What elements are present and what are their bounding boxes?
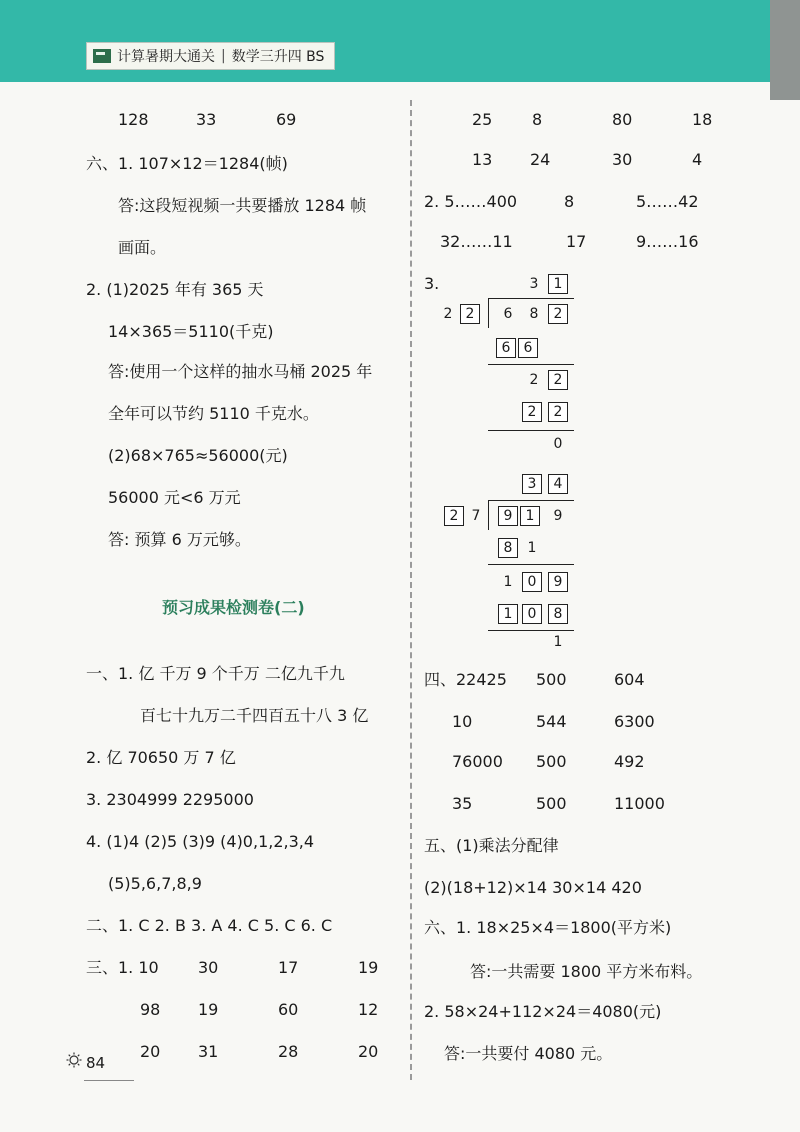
column-divider [410,100,412,1080]
answer-text: 76000 [452,752,503,771]
answer-text: 60 [278,1000,299,1019]
book-spine [770,0,800,100]
final-remainder: 1 [553,634,563,650]
answer-line: 答:使用一个这样的抽水马桶 2025 年 [108,362,373,381]
subject-label: 数学三升四 BS [231,49,325,65]
dividend-digit: 9 [553,508,563,524]
answer-text: 8 [532,110,543,129]
answer-line: 答:一共要付 4080 元。 [444,1044,613,1063]
answer-text: 17 [566,232,587,251]
answer-line: 2. 58×24+112×24＝4080(元) [424,1002,662,1021]
product-box: 2 [548,402,568,422]
dividend-box: 1 [520,506,540,526]
answer-line: 答:一共需要 1800 平方米布料。 [470,962,703,981]
answer-text: 9……16 [636,232,699,251]
answer-text: 30 [198,958,219,977]
title-separator: | [221,48,226,64]
quotient-box: 4 [548,474,568,494]
book-title-tag [86,42,335,70]
division-bracket [488,298,489,328]
answer-text: 6300 [614,712,655,731]
answer-text: 31 [198,1042,219,1061]
answer-text: 10 [452,712,473,731]
product-box: 6 [518,338,538,358]
answer-text: 604 [614,670,645,689]
answer-text: 33 [196,110,217,129]
answer-text: 128 [118,110,149,129]
product-box: 6 [496,338,516,358]
answer-line: (2)68×765≈56000(元) [108,446,288,465]
quotient-digit: 3 [529,276,539,292]
answer-line: 二、1. C 2. B 3. A 4. C 5. C 6. C [86,916,333,935]
answer-line: 答: 预算 6 万元够。 [108,530,251,549]
answer-text: 24 [530,150,551,169]
answer-text: 19 [358,958,379,977]
answer-text: 20 [140,1042,161,1061]
answer-text: 32……11 [440,232,513,251]
subtraction-line [488,630,574,631]
answer-line: 4. (1)4 (2)5 (3)9 (4)0,1,2,3,4 [86,832,315,851]
answer-line: 画面。 [118,238,167,257]
page-number: 84 [86,1054,106,1072]
answer-line: 六、1. 107×12＝1284(帧) [86,154,288,173]
answer-text: 30 [612,150,633,169]
answer-line: 56000 元<6 万元 [108,488,241,507]
answer-line: 全年可以节约 5110 千克水。 [108,404,319,423]
answer-line: 14×365＝5110(千克) [108,322,274,341]
answer-text: 544 [536,712,567,731]
question-number: 3. [424,274,440,293]
answer-text: 11000 [614,794,665,813]
book-title: 计算暑期大通关 [117,49,215,65]
answer-text: 28 [278,1042,299,1061]
answer-line: (2)(18+12)×14 30×14 420 [424,878,642,897]
section-title: 预习成果检测卷(二) [162,598,305,617]
final-remainder: 0 [553,436,563,452]
dividend-digit: 6 [503,306,513,322]
dividend-digit: 8 [529,306,539,322]
answer-line: 3. 2304999 2295000 [86,790,254,809]
answer-text: 80 [612,110,633,129]
answer-text: 69 [276,110,297,129]
answer-text: 2. 5……400 [424,192,518,211]
answer-text: 5……42 [636,192,699,211]
answer-text: 12 [358,1000,379,1019]
remainder-digit: 2 [529,372,539,388]
divisor-digit: 7 [471,508,481,524]
answer-text: 四、22425 [424,670,507,689]
sun-icon [66,1052,82,1068]
answer-text: 500 [536,794,567,813]
answer-text: 492 [614,752,645,771]
dividend-box: 9 [498,506,518,526]
product-box: 8 [498,538,518,558]
remainder-box: 2 [548,370,568,390]
book-icon [93,49,111,63]
answer-line: 百七十九万二千四百五十八 3 亿 [140,706,369,725]
remainder-digit: 1 [503,574,513,590]
answer-line: 2. 亿 70650 万 7 亿 [86,748,236,767]
product-box: 8 [548,604,568,624]
division-bracket [488,500,489,530]
subtraction-line [488,364,574,365]
answer-text: 19 [198,1000,219,1019]
answer-line: (5)5,6,7,8,9 [108,874,202,893]
answer-line: 六、1. 18×25×4＝1800(平方米) [424,918,672,937]
dividend-box: 2 [548,304,568,324]
divisor-box: 2 [444,506,464,526]
divisor-box: 2 [460,304,480,324]
answer-text: 500 [536,670,567,689]
product-box: 2 [522,402,542,422]
answer-line: 一、1. 亿 千万 9 个千万 二亿九千九 [86,664,345,683]
remainder-box: 0 [522,572,542,592]
answer-line: 五、(1)乘法分配律 [424,836,559,855]
answer-text: 35 [452,794,473,813]
product-digit: 1 [527,540,537,556]
subtraction-line [488,564,574,565]
division-bar [488,298,574,299]
answer-line: 答:这段短视频一共要播放 1284 帧 [118,196,367,215]
divisor-digit: 2 [443,306,453,322]
subtraction-line [488,430,574,431]
remainder-box: 9 [548,572,568,592]
quotient-box: 1 [548,274,568,294]
answer-text: 13 [472,150,493,169]
answer-text: 20 [358,1042,379,1061]
answer-line: 2. (1)2025 年有 365 天 [86,280,264,299]
answer-text: 三、1. 10 [86,958,159,977]
answer-text: 8 [564,192,575,211]
product-box: 1 [498,604,518,624]
footer-line [84,1080,134,1081]
division-bar [488,500,574,501]
product-box: 0 [522,604,542,624]
answer-text: 98 [140,1000,161,1019]
answer-text: 500 [536,752,567,771]
answer-text: 17 [278,958,299,977]
answer-text: 4 [692,150,703,169]
answer-text: 18 [692,110,713,129]
answer-text: 25 [472,110,493,129]
quotient-box: 3 [522,474,542,494]
